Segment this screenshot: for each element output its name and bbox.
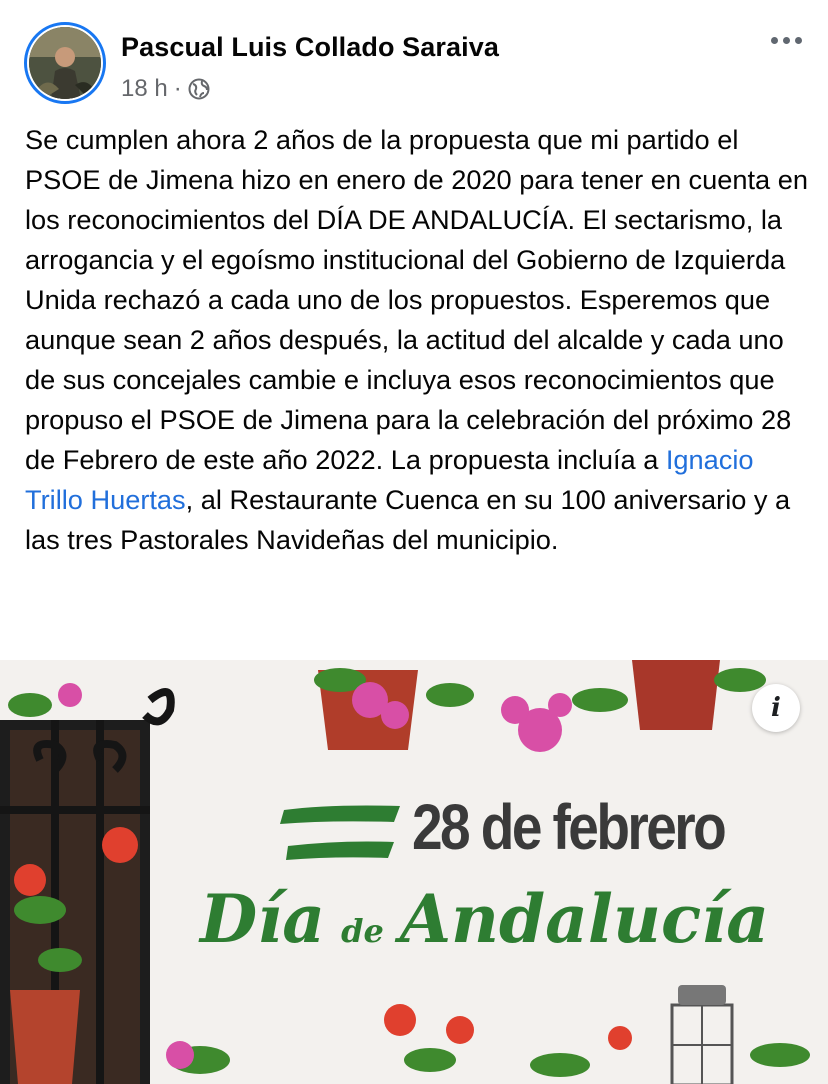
post-header [0,0,828,120]
post-text-part: , al Restaurante Cuenca en su 100 aniversario y a las tres Pastorales Navideñas del municipio. [25,484,791,555]
dia-word: Día [200,880,326,958]
more-dot [783,37,790,44]
image-dia-andalucia-text [200,880,769,958]
post-time[interactable]: 18 h [121,75,168,102]
avatar[interactable] [29,27,101,99]
andalucia-word: Andalucía [399,880,769,958]
more-dot [795,37,802,44]
post-meta [121,74,210,104]
info-icon[interactable]: i [752,684,800,732]
more-dot [771,37,778,44]
post-image[interactable] [0,660,828,1084]
more-options-icon[interactable] [766,28,806,52]
mention-link[interactable]: Ignacio Trillo Huertas [25,444,754,515]
globe-icon[interactable] [188,78,210,100]
post-text-part: Se cumplen ahora 2 años de la propuesta que mi partido el PSOE de Jimena hizo en enero de 2020 para tener en cuenta en los reconocimientos del DÍA DE ANDALUCÍA. El sectarismo, la arrogancia y el egoísmo institucional del Gobierno de Izquierda Unida rechazó a cada uno de los propuestos. Esperemos que aunque sean 2 años después, la actitud del alcalde y cada uno de sus concejales cambie e incluya esos reconocimientos que propuso el PSOE de Jimena para la celebración del próximo 28 de Febrero de este año 2022. La propuesta incluía a [25,124,808,475]
author-name[interactable]: Pascual Luis Collado Saraiva [121,32,499,62]
meta-separator: · [173,75,182,102]
image-date-text: 28 de febrero [412,791,725,863]
post-text [25,120,815,560]
de-word: de [341,912,384,950]
